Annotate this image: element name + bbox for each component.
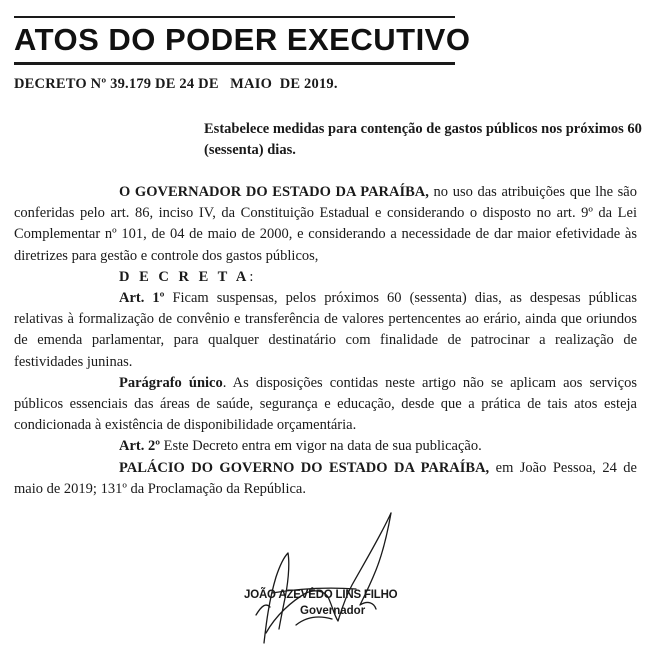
article-2-label: Art. 2º bbox=[119, 438, 161, 455]
decree-ementa: Estabelece medidas para contenção de gastos públicos nos próximos 60 (sessenta) dias. bbox=[204, 121, 642, 158]
sole-paragraph-text: . As disposições contidas neste artigo não se aplicam aos serviços públicos essenciais das áreas de saúde, segurança e educação, desde que a prática de tais atos esteja condicionada à existência de disponibilidade orçamentária. bbox=[14, 374, 637, 434]
article-2-paragraph bbox=[14, 436, 637, 457]
signatory-role: Governador bbox=[300, 605, 366, 617]
palace-heading: PALÁCIO DO GOVERNO DO ESTADO DA PARAÍBA, bbox=[119, 459, 490, 476]
article-1-label: Art. 1º bbox=[119, 290, 165, 307]
decree-number-line: DECRETO Nº 39.179 DE 24 DE MAIO DE 2019. bbox=[14, 76, 338, 92]
sole-paragraph bbox=[14, 373, 637, 437]
preamble-text: no uso das atribuições que lhe são conferidas pelo art. 86, inciso IV, da Constituição Estadual e considerando o disposto no art. 9º da Lei Complementar nº 101, de 04 de maio de 2000, e considerando a necessidade de dar maior efetividade às diretrizes para gestão e controle dos gastos públicos, bbox=[14, 184, 637, 264]
article-1-paragraph bbox=[14, 288, 637, 373]
article-1-text: Ficam suspensas, pelos próximos 60 (sessenta) dias, as despesas públicas relativas à formalização de convênio e transferência de valores pertencentes ao erário, ainda que oriundos de emenda parlamentar, para qualquer destinatário com finalidade de patrocinar a realização de festividades juninas. bbox=[14, 290, 637, 370]
preamble-paragraph bbox=[14, 182, 637, 267]
signatory-name: JOÃO AZEVÊDO LINS FILHO bbox=[244, 589, 398, 601]
article-2-text: Este Decreto entra em vigor na data de sua publicação. bbox=[160, 438, 482, 455]
closing-paragraph bbox=[14, 458, 637, 500]
handwritten-signature bbox=[236, 505, 426, 645]
sole-paragraph-label: Parágrafo único bbox=[119, 374, 223, 391]
section-title: ATOS DO PODER EXECUTIVO bbox=[14, 22, 471, 57]
decree-body bbox=[14, 182, 637, 500]
decreta-paragraph bbox=[14, 267, 637, 288]
governor-heading: O GOVERNADOR DO ESTADO DA PARAÍBA, bbox=[119, 184, 429, 200]
closing-text: em João Pessoa, 24 de maio de 2019; 131º da Proclamação da República. bbox=[14, 459, 637, 497]
header-bottom-rule bbox=[14, 62, 455, 65]
header-top-rule bbox=[14, 16, 455, 18]
decreta-colon: : bbox=[249, 268, 254, 285]
decreta-label: D E C R E T A bbox=[119, 268, 250, 285]
